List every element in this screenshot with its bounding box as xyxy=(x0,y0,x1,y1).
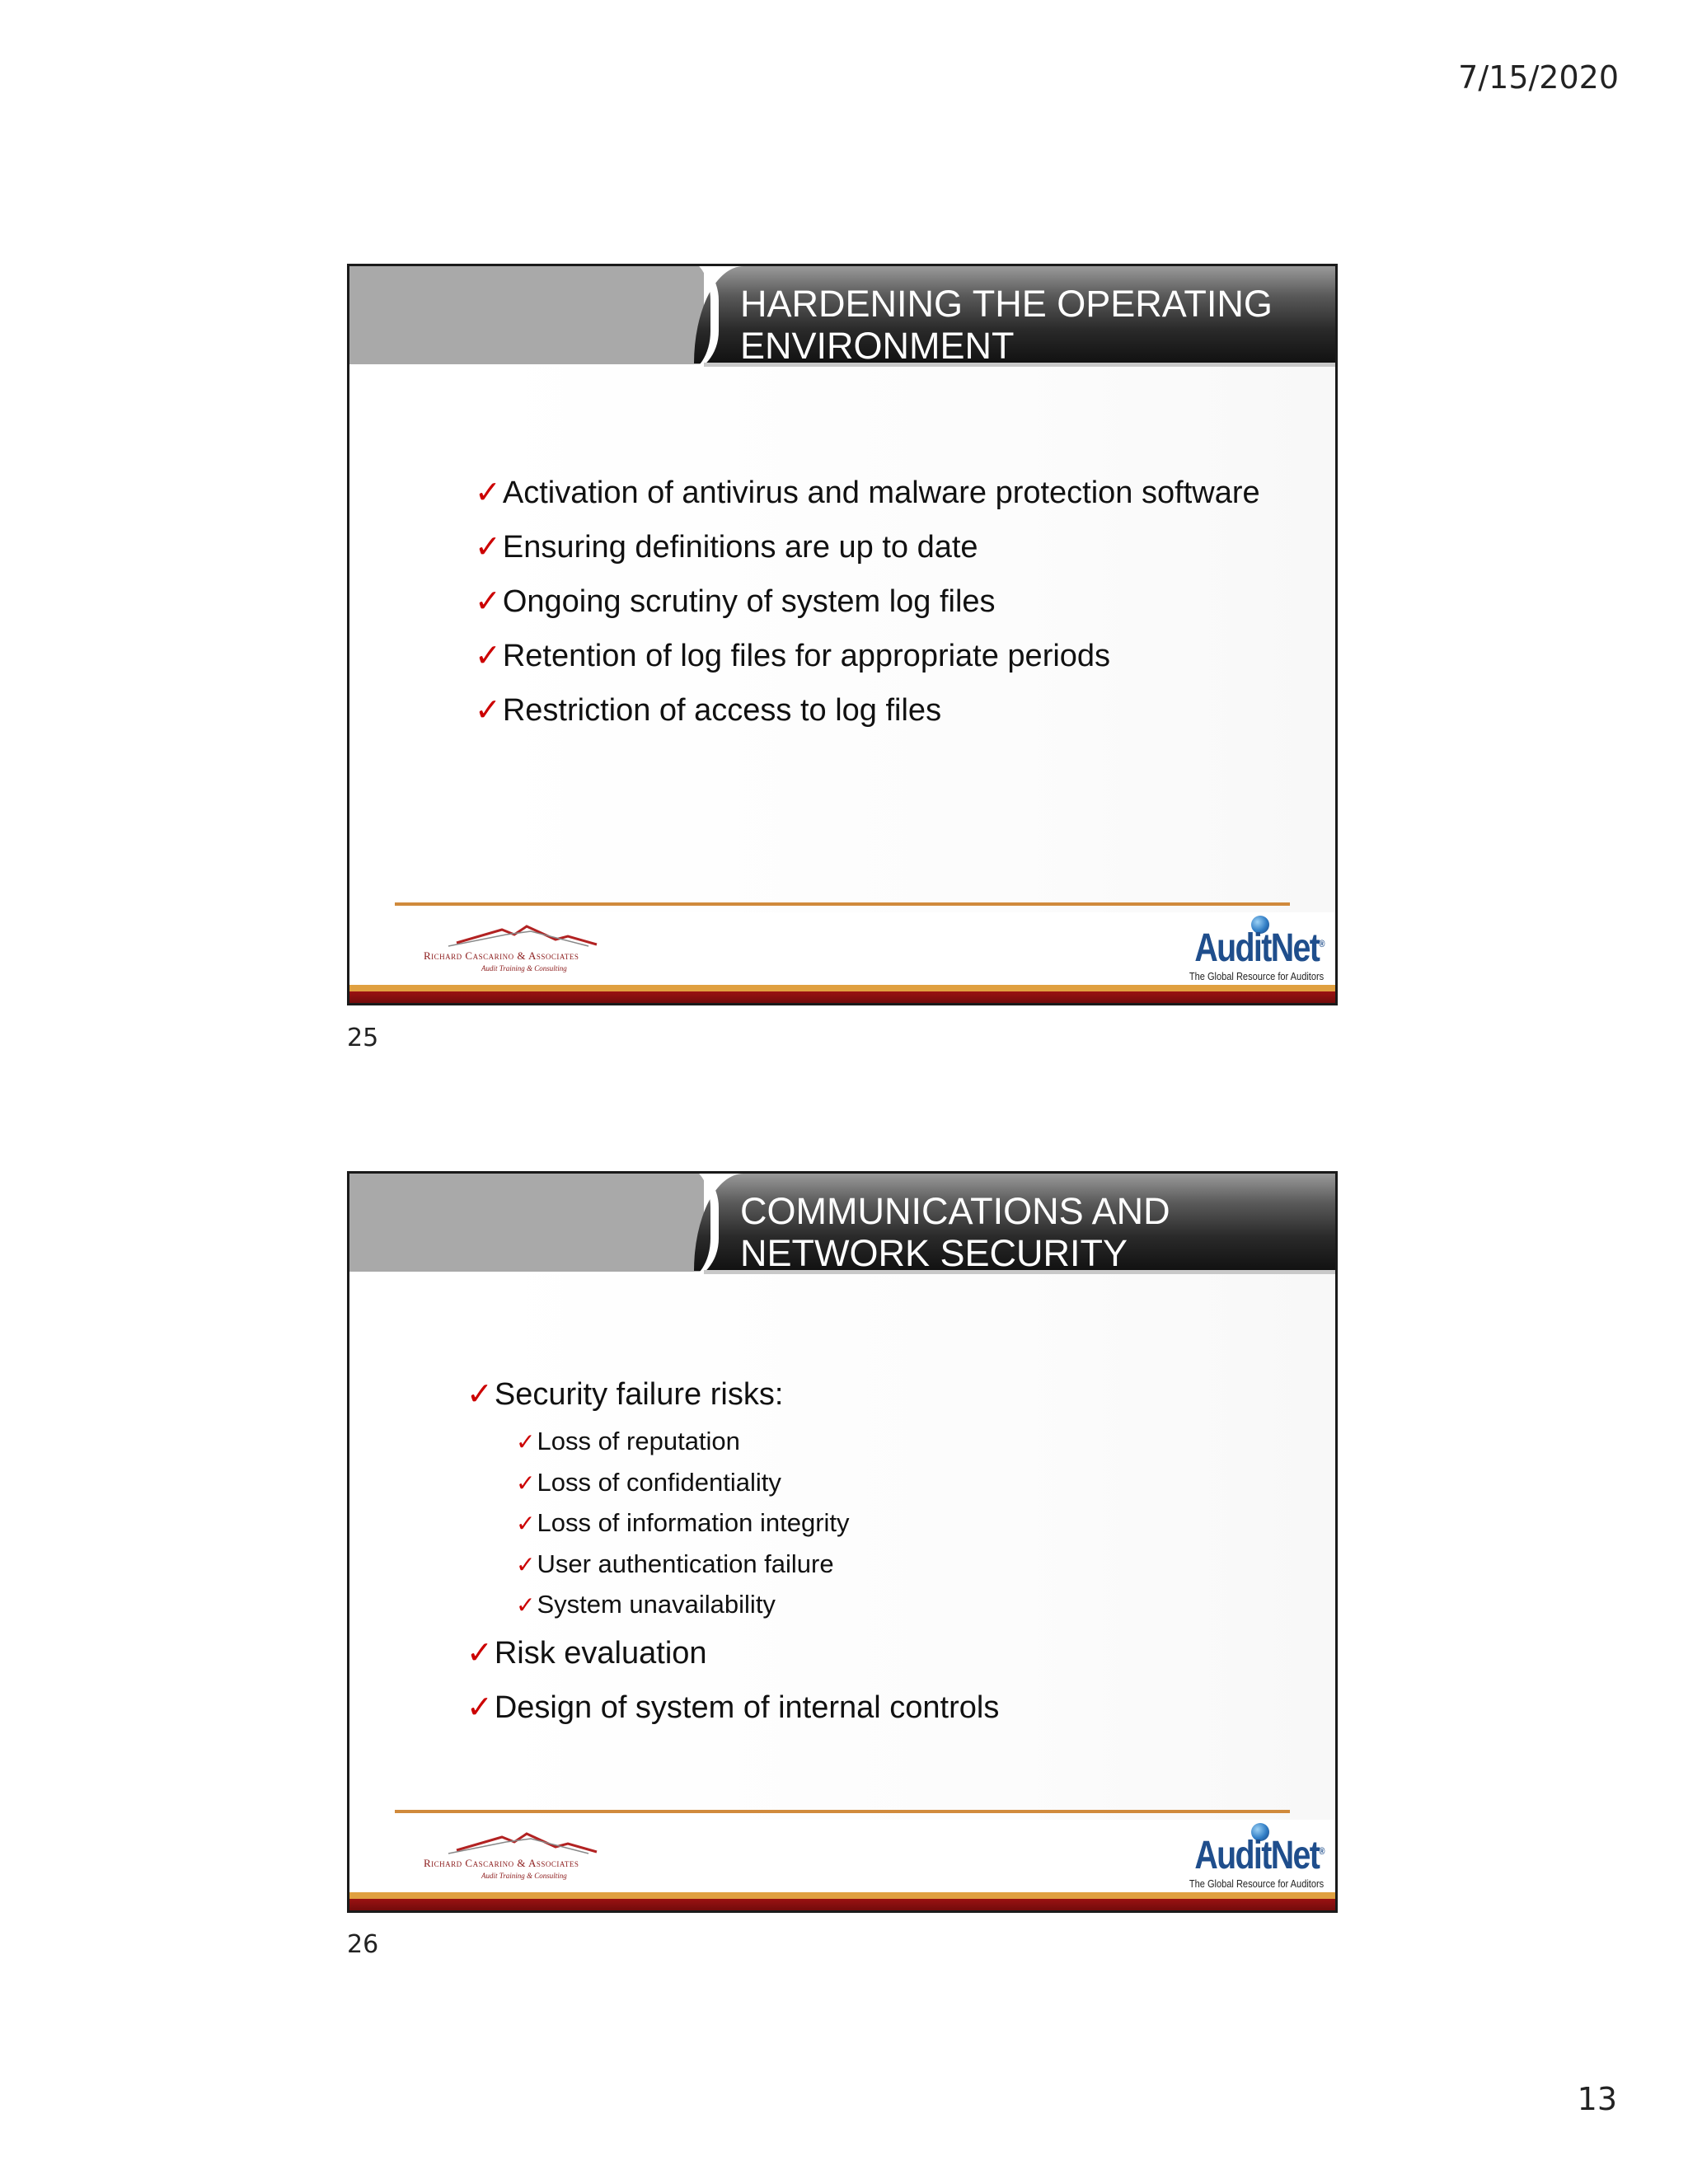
auditnet-logo xyxy=(1184,916,1324,990)
slide-header xyxy=(349,266,1335,367)
list-item: ✓Ensuring definitions are up to date xyxy=(475,528,978,565)
bottom-bar-red xyxy=(349,991,1335,1005)
check-icon: ✓ xyxy=(475,637,501,673)
rca-logo-name: Richard Cascarino & Associates xyxy=(424,1857,579,1869)
check-icon: ✓ xyxy=(475,474,501,510)
sub-list-item: ✓Loss of reputation xyxy=(516,1427,740,1455)
slide-title: COMMUNICATIONS AND NETWORK SECURITY xyxy=(740,1190,1170,1274)
list-item: ✓Retention of log files for appropriate periods xyxy=(475,637,1111,673)
check-icon: ✓ xyxy=(475,528,501,565)
list-item: ✓Design of system of internal controls xyxy=(467,1688,1000,1725)
bottom-bar-gold xyxy=(349,1892,1335,1899)
sub-list-item: ✓Loss of information integrity xyxy=(516,1508,850,1537)
check-icon: ✓ xyxy=(516,1428,536,1455)
check-icon: ✓ xyxy=(467,1633,493,1671)
check-icon: ✓ xyxy=(467,1376,493,1412)
auditnet-logo-tagline: The Global Resource for Auditors xyxy=(1189,1877,1324,1890)
page-number: 13 xyxy=(1577,2081,1617,2117)
check-icon: ✓ xyxy=(475,691,501,728)
rca-logo xyxy=(424,1827,638,1885)
check-icon: ✓ xyxy=(516,1469,536,1497)
check-icon: ✓ xyxy=(516,1550,536,1578)
header-grey-block xyxy=(349,1174,704,1272)
page-date: 7/15/2020 xyxy=(1458,59,1619,96)
bottom-bar-red xyxy=(349,1899,1335,1913)
mountain-logo-icon xyxy=(424,1827,638,1860)
sub-list-item: ✓Loss of confidentiality xyxy=(516,1467,781,1497)
rca-logo-name: Richard Cascarino & Associates xyxy=(424,949,579,962)
slide-25 xyxy=(347,264,1338,1005)
slide-header xyxy=(349,1174,1335,1274)
auditnet-logo-name: AuditNet® xyxy=(1194,926,1324,970)
header-grey-block xyxy=(349,266,704,364)
bullet-list xyxy=(467,1367,999,1735)
sub-list-item: ✓User authentication failure xyxy=(516,1549,834,1578)
mountain-logo-icon xyxy=(424,920,638,953)
list-item: ✓Restriction of access to log files xyxy=(475,691,942,728)
slide-title: HARDENING THE OPERATING ENVIRONMENT xyxy=(740,283,1273,367)
rca-logo-tagline: Audit Training & Consulting xyxy=(481,1872,567,1880)
list-item: ✓Ongoing scrutiny of system log files xyxy=(475,583,996,619)
check-icon: ✓ xyxy=(475,583,501,619)
auditnet-logo-tagline: The Global Resource for Auditors xyxy=(1189,970,1324,982)
check-icon: ✓ xyxy=(467,1688,493,1725)
bottom-bar-gold xyxy=(349,985,1335,991)
check-icon: ✓ xyxy=(516,1591,536,1619)
check-icon: ✓ xyxy=(516,1510,536,1537)
sub-list-item: ✓System unavailability xyxy=(516,1590,776,1619)
list-item: ✓Activation of antivirus and malware protection software xyxy=(475,474,1260,510)
rca-logo-tagline: Audit Training & Consulting xyxy=(481,964,567,972)
slide-number: 25 xyxy=(347,1024,379,1052)
slide-number: 26 xyxy=(347,1930,379,1959)
footer-rule xyxy=(395,902,1290,906)
auditnet-logo-name: AuditNet® xyxy=(1194,1834,1324,1877)
slide-26 xyxy=(347,1171,1338,1913)
auditnet-logo xyxy=(1184,1823,1324,1897)
list-item: ✓Security failure risks: xyxy=(467,1376,784,1412)
footer-rule xyxy=(395,1810,1290,1813)
bullet-list xyxy=(475,466,1260,738)
rca-logo xyxy=(424,920,638,977)
list-item: ✓Risk evaluation xyxy=(467,1633,707,1671)
